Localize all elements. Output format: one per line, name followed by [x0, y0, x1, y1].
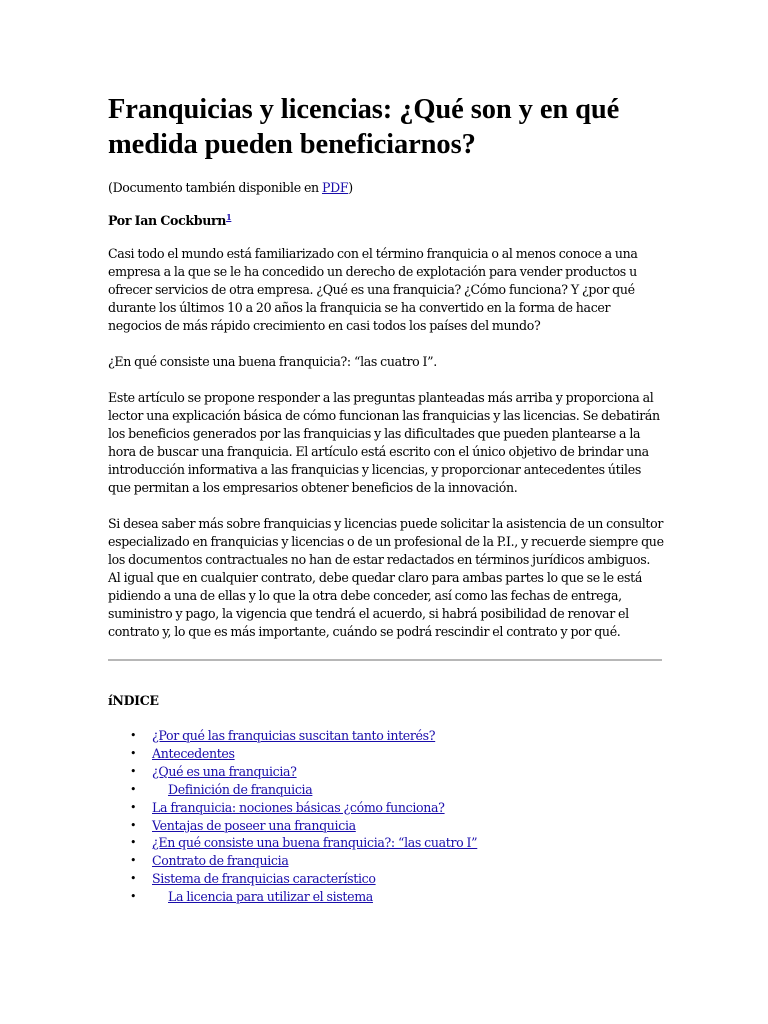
toc-link-four-i[interactable]: ¿En qué consiste una buena franquicia?: “las cuatro I”	[152, 835, 478, 851]
bullet-icon: •	[130, 872, 137, 886]
four-i-paragraph: ¿En qué consiste una buena franquicia?: “las cuatro I”.	[108, 354, 437, 369]
table-of-contents	[108, 727, 664, 906]
bullet-icon: •	[130, 746, 137, 760]
bullet-icon: •	[130, 764, 137, 778]
toc-item	[108, 852, 664, 870]
bullet-icon: •	[130, 800, 137, 814]
bullet-icon: •	[130, 890, 137, 904]
author-name: Por Ian Cockburn	[108, 213, 227, 228]
toc-item	[108, 763, 664, 781]
toc-link-background[interactable]: Antecedentes	[152, 745, 235, 761]
pdf-link[interactable]: PDF	[321, 180, 349, 195]
toc-item	[108, 834, 664, 852]
toc-item	[108, 870, 664, 888]
bullet-icon: •	[130, 854, 137, 868]
toc-item	[108, 781, 664, 799]
advice-paragraph: Si desea saber más sobre franquicias y licencias puede solicitar la asistencia de un consultor especializado en franquicias y licencias o de un profesional de la P.I., y recuerde siempre que los documentos contractuales no han de estar redactados en términos jurídicos ambiguos. Al igual que en cualquier contrato, debe quedar claro para ambas partes lo que se le está pidiendo a una de ellas y lo que la otra debe conceder, así como las fechas de entrega, suministro y pago, la vigencia que tendrá el acuerdo, si habrá posibilidad de renovar el contrato y, lo que es más importante, cuándo se podrá rescindir el contrato y por qué.	[108, 516, 664, 639]
toc-link-contract[interactable]: Contrato de franquicia	[152, 853, 289, 869]
author-footnote-link[interactable]: 1	[226, 211, 232, 222]
section-divider	[108, 659, 662, 661]
bullet-icon: •	[130, 782, 137, 796]
purpose-paragraph: Este artículo se propone responder a las preguntas planteadas más arriba y proporciona al lector una explicación básica de cómo funcionan las franquicias y las licencias. Se debatirán los beneficios generados por las franquicias y las dificultades que pueden plantearse a la hora de buscar una franquicia. El artículo está escrito con el único objetivo de brindar una introducción informativa a las franquicias y licencias, y proporcionar antecedentes útiles que permitan a los empresarios obtener beneficios de la innovación.	[108, 390, 660, 495]
toc-link-interest[interactable]: ¿Por qué las franquicias suscitan tanto interés?	[152, 728, 436, 743]
pdf-availability-note	[108, 179, 664, 197]
index-heading: íNDICE	[108, 693, 159, 708]
toc-link-advantages[interactable]: Ventajas de poseer una franquicia	[152, 817, 356, 833]
author-line	[108, 212, 664, 230]
toc-link-system-license[interactable]: La licencia para utilizar el sistema	[168, 889, 373, 905]
toc-item	[108, 817, 664, 835]
bullet-icon: •	[130, 729, 137, 742]
toc-link-what-is[interactable]: ¿Qué es una franquicia?	[152, 763, 297, 779]
note-prefix: (Documento también disponible en	[108, 180, 322, 195]
document-page	[108, 92, 664, 906]
toc-item	[108, 727, 664, 745]
intro-paragraph: Casi todo el mundo está familiarizado con el término franquicia o al menos conoce a una empresa a la que se le ha concedido un derecho de explotación para vender productos u ofrecer servicios de otra empresa. ¿Qué es una franquicia? ¿Cómo funciona? Y ¿por qué durante los últimos 10 a 20 años la franquicia se ha convertido en la forma de hacer negocios de más rápido crecimiento en casi todos los países del mundo?	[108, 246, 638, 333]
note-suffix: )	[348, 180, 353, 195]
bullet-icon: •	[130, 836, 137, 850]
toc-item	[108, 745, 664, 763]
toc-link-definition[interactable]: Definición de franquicia	[168, 781, 313, 797]
toc-link-basics[interactable]: La franquicia: nociones básicas ¿cómo funciona?	[152, 799, 445, 815]
document-title: Franquicias y licencias: ¿Qué son y en qué medida pueden beneficiarnos?	[108, 94, 620, 160]
bullet-icon: •	[130, 818, 137, 832]
toc-item	[108, 888, 664, 906]
toc-item	[108, 799, 664, 817]
toc-link-system[interactable]: Sistema de franquicias característico	[152, 871, 376, 887]
